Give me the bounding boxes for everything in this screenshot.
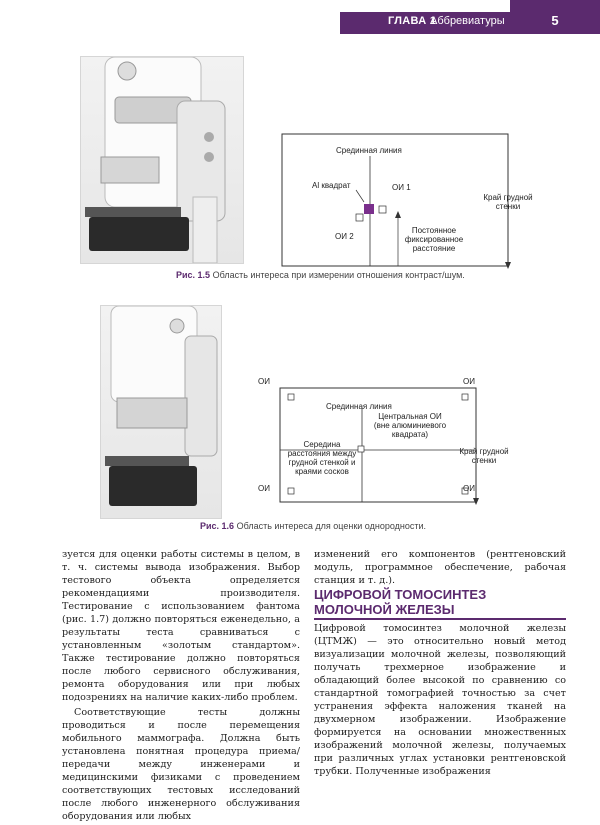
label-midline-1: Срединная линия xyxy=(336,146,402,155)
central-roi-marker xyxy=(358,446,364,452)
label-roi-tl: ОИ xyxy=(258,377,270,386)
page-header xyxy=(0,0,600,34)
mammography-illustration-2 xyxy=(101,306,221,518)
right-paragraph-2: Цифровой томосинтез молочной железы (ЦТМЖ) — это относительно новый метод визуализации молочной железы, позволяющий получать трехмерное изображение и обладающий более высокой по сравнению со стандартной томографией точностью за счет устранения эффекта наложения тканей на двухмерном изображении. Изображение формируется на основании множественных изображений молочной железы, получаемых при различных углах установки рентгеновской трубки. Полученные изображения xyxy=(314,623,566,777)
label-roi-br: ОИ xyxy=(463,484,475,493)
section-label: Аббревиатуры xyxy=(430,15,505,27)
page-number: 5 xyxy=(510,0,600,34)
figure2-caption-text: Область интереса для оценки однородности. xyxy=(234,521,427,531)
label-chest-wall-edge-2: Край грудной стенки xyxy=(459,447,509,465)
left-paragraph-2: Соответствующие тесты должны проводиться и после перемещения мобильного маммографа. Должна быть установлена понятная процедура приема/передачи между инженерами и медицинскими физиками с проведением соответствующих тестовых исследований после любого инженерного обслуживания оборудования или любых xyxy=(62,707,300,822)
figure2-caption-label: Рис. 1.6 xyxy=(200,521,235,531)
label-fixed-distance: Постоянное фиксированное расстояние xyxy=(404,226,464,253)
label-midline-2: Срединная линия xyxy=(326,402,392,411)
roi-bl-marker xyxy=(288,488,294,494)
roi-tr-marker xyxy=(462,394,468,400)
label-roi-tr: ОИ xyxy=(463,377,475,386)
left-column xyxy=(62,548,300,825)
label-central-roi: Центральная ОИ (вне алюминиевого квадрата) xyxy=(373,412,447,439)
right-paragraph-1: изменений его компонентов (рентгеновский модуль, программное обеспечение, рабочая станция и т. д.). xyxy=(314,549,566,586)
mammography-illustration-1 xyxy=(81,57,243,263)
label-roi1: ОИ 1 xyxy=(392,183,411,192)
section-heading-rule xyxy=(314,618,566,620)
figure1-caption-text: Область интереса при измерении отношения контраст/шум. xyxy=(210,270,465,280)
section-heading: ЦИФРОВОЙ ТОМОСИНТЕЗ МОЛОЧНОЙ ЖЕЛЕЗЫ xyxy=(314,587,487,617)
label-roi-bl: ОИ xyxy=(258,484,270,493)
mammography-unit-photo-icon xyxy=(80,56,244,264)
chapter-label: ГЛАВА 1 xyxy=(388,15,437,27)
roi-tl-marker xyxy=(288,394,294,400)
label-chest-wall-edge-1: Край грудной стенки xyxy=(483,193,533,211)
label-al-square: Al квадрат xyxy=(312,181,351,190)
label-mid-distance: Середина расстояния между грудной стенкой и краями сосков xyxy=(287,440,357,476)
roi2-marker xyxy=(356,214,363,221)
right-column-body xyxy=(314,622,566,780)
right-column-top xyxy=(314,548,566,589)
label-roi2: ОИ 2 xyxy=(335,232,354,241)
left-paragraph-1: зуется для оценки работы системы в целом, в т. ч. системы вывода изображения. Выбор тестового объекта определяется рекомендациями производителя. Тестирование с использованием фантома (рис. 1.7) должно повторяться еженедельно, а результаты теста сравниваться с установленным «золотым стандартом». Также тестирование должно повторяться после любого сервисного обслуживания, ремонта оборудования или при любых подозрениях на наличие каких-либо проблем. xyxy=(62,549,300,703)
figure1-caption-label: Рис. 1.5 xyxy=(176,270,211,280)
al-square-marker xyxy=(364,204,374,214)
roi1-marker xyxy=(379,206,386,213)
figure2-caption xyxy=(200,521,426,531)
mammography-unit-photo-icon xyxy=(100,305,222,519)
figure1-caption xyxy=(176,270,465,280)
